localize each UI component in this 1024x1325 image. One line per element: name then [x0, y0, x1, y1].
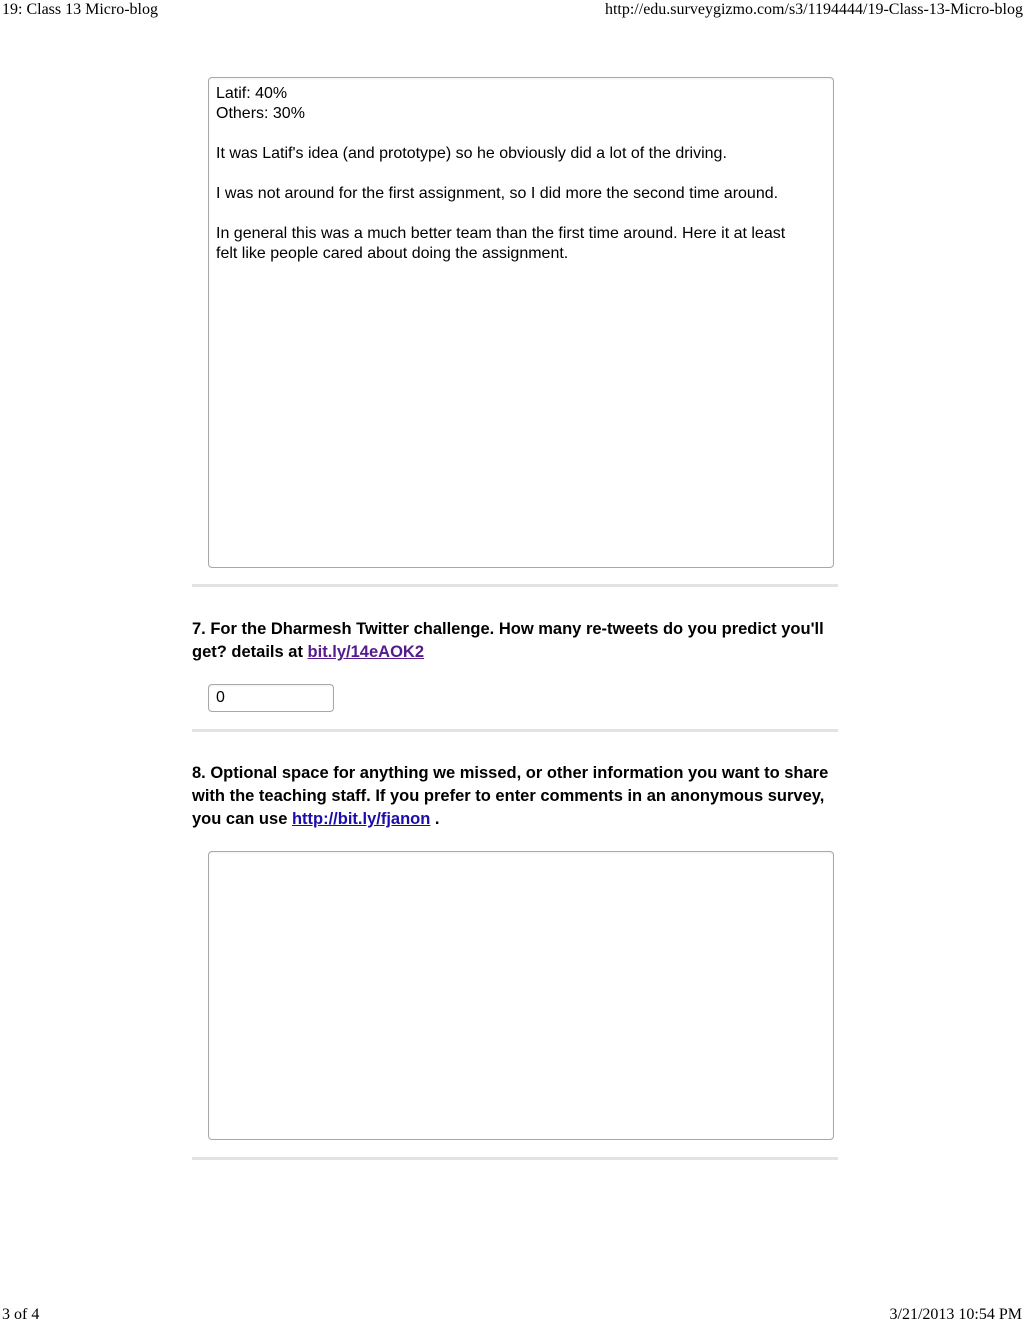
question-divider [192, 1157, 838, 1160]
question-7-text: 7. For the Dharmesh Twitter challenge. How many re-tweets do you predict you'll get? details at [192, 620, 824, 661]
question-divider [192, 584, 838, 587]
answer-line: Others: 30% [216, 105, 305, 122]
question-8-answer-textarea[interactable] [208, 851, 834, 1140]
answer-line: Latif: 40% [216, 85, 288, 102]
answer-line: In general this was a much better team than the first time around. Here it at least [216, 225, 786, 242]
print-footer-datetime: 3/21/2013 10:54 PM [889, 1306, 1022, 1323]
answer-line [216, 204, 826, 224]
print-header-title: 19: Class 13 Micro-blog [2, 1, 158, 18]
question-8-text: 8. Optional space for anything we missed, or other information you want to share with the teaching staff. If you prefer to enter comments in an anonymous survey, you can use [192, 764, 829, 828]
answer-line: I was not around for the first assignment, so I did more the second time around. [216, 185, 779, 202]
answer-line: It was Latif's idea (and prototype) so he obviously did a lot of the driving. [216, 145, 727, 162]
question-7-title [192, 618, 842, 664]
print-footer-page: 3 of 4 [2, 1306, 40, 1323]
print-header-url: http://edu.surveygizmo.com/s3/1194444/19-Class-13-Micro-blog [604, 1, 1023, 18]
question-divider [192, 729, 838, 732]
answer-line [216, 164, 826, 184]
question-6-answer-textarea[interactable] [208, 77, 834, 568]
answer-line [216, 124, 826, 144]
question-8-title [192, 762, 842, 831]
anonymous-survey-link[interactable]: http://bit.ly/fjanon [291, 810, 431, 828]
twitter-challenge-link[interactable]: bit.ly/14eAOK2 [307, 643, 424, 661]
question-7-answer-input[interactable]: 0 [208, 684, 334, 712]
answer-line: felt like people cared about doing the assignment. [216, 245, 569, 262]
question-8-text-end: . [430, 810, 440, 828]
